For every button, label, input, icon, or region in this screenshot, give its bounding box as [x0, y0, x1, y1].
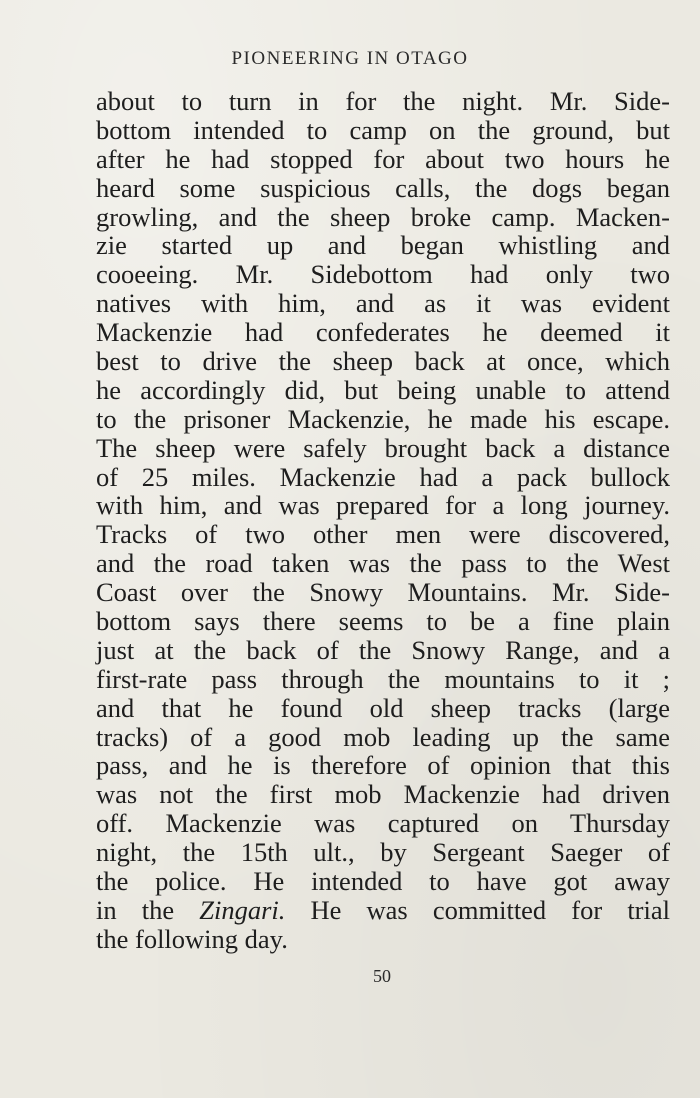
text-line: Tracks of two other men were discovered, [96, 519, 670, 550]
text-line: pass, and he is therefore of opinion that this [96, 750, 670, 781]
text-line: Coast over the Snowy Mountains. Mr. Side- [96, 577, 670, 608]
text-line: best to drive the sheep back at once, which [96, 346, 670, 377]
text-line: was not the first mob Mackenzie had driven [96, 779, 670, 810]
running-head: PIONEERING IN OTAGO [231, 48, 469, 69]
text-line: with him, and was prepared for a long journey. [96, 490, 670, 521]
body-text [96, 87, 670, 954]
text-line: cooeeing. Mr. Sidebottom had only two [96, 259, 670, 290]
text-line: zie started up and began whistling and [96, 230, 670, 261]
text-line: natives with him, and as it was evident [96, 288, 670, 319]
text-line: just at the back of the Snowy Range, and a [96, 634, 670, 665]
line-segment: He was committed for trial [285, 894, 670, 925]
text-line: to the prisoner Mackenzie, he made his escape. [96, 403, 670, 434]
text-line: heard some suspicious calls, the dogs began [96, 172, 670, 203]
text-line: growling, and the sheep broke camp. Macken- [96, 201, 670, 232]
text-line: of 25 miles. Mackenzie had a pack bullock [96, 461, 670, 492]
text-line: The sheep were safely brought back a distance [96, 432, 670, 463]
text-line: and the road taken was the pass to the West [96, 548, 670, 579]
text-line: bottom says there seems to be a fine plain [96, 606, 670, 637]
text-line: about to turn in for the night. Mr. Side- [96, 86, 670, 116]
ship-name-italic: Zingari. [199, 894, 286, 925]
page-number: 50 [373, 966, 391, 986]
text-line: first-rate pass through the mountains to it ; [96, 663, 670, 694]
text-line: night, the 15th ult., by Sergeant Saeger of [96, 837, 670, 868]
text-line: Mackenzie had confederates he deemed it [96, 317, 670, 348]
text-line: he accordingly did, but being unable to attend [96, 374, 670, 405]
text-line: tracks) of a good mob leading up the same [96, 721, 670, 752]
text-line-final: the following day. [96, 923, 288, 954]
text-line: the police. He intended to have got away [96, 866, 670, 897]
text-line: after he had stopped for about two hours he [96, 143, 670, 174]
text-line: off. Mackenzie was captured on Thursday [96, 808, 670, 839]
text-line-with-italic [96, 896, 670, 925]
line-segment: in the [96, 894, 200, 925]
text-line: bottom intended to camp on the ground, but [96, 114, 670, 145]
text-line: and that he found old sheep tracks (large [96, 692, 670, 723]
